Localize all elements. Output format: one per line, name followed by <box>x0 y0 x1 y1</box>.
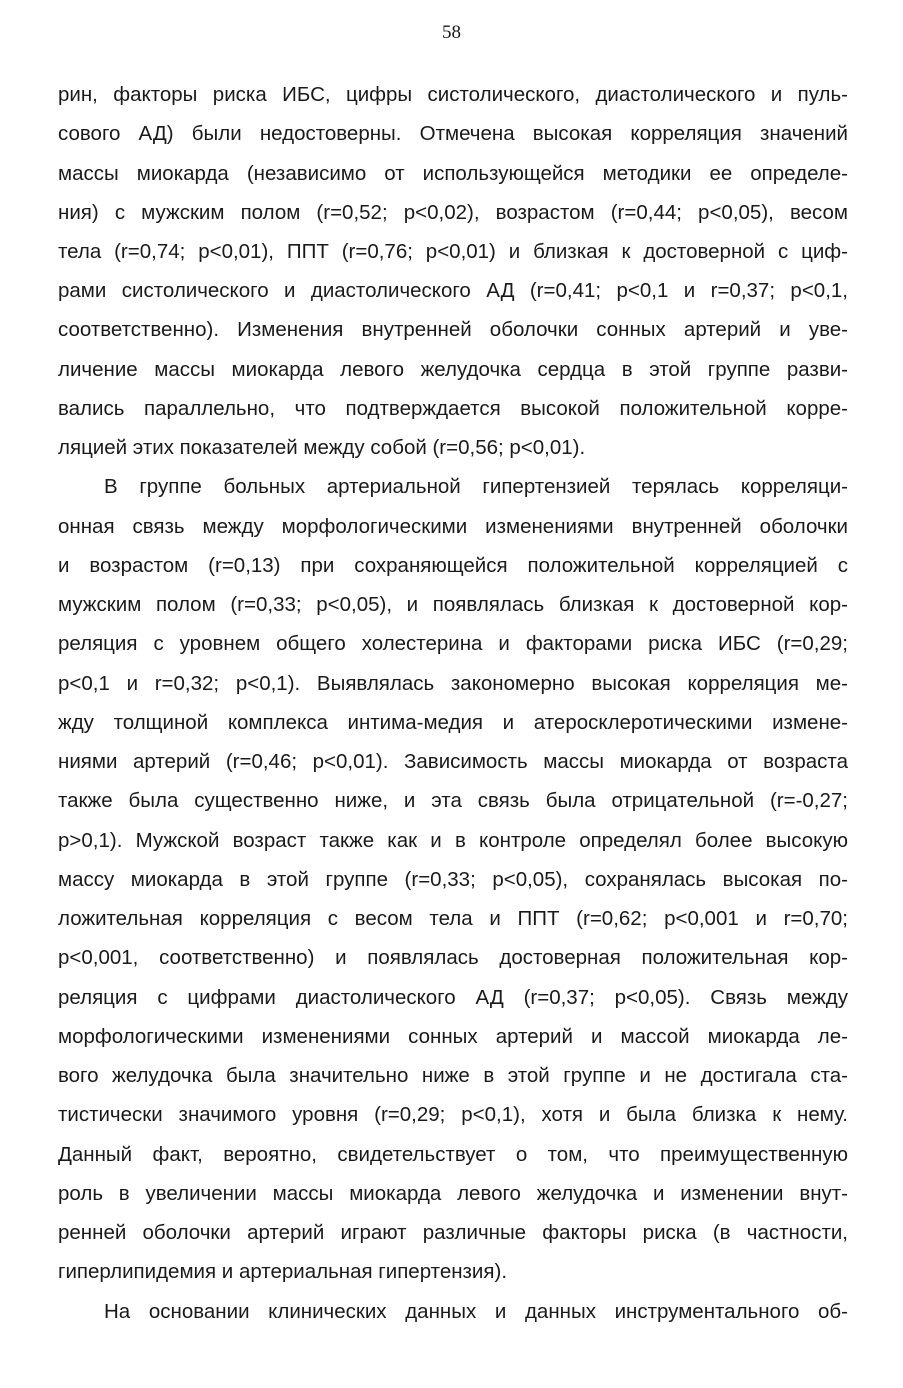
text-line: Данный факт, вероятно, свидетельствует о том, что преимущественную <box>58 1143 848 1166</box>
text-line: реляция с цифрами диастолического АД (r=0,37; p<0,05). Связь между <box>58 986 848 1009</box>
text-line: p<0,001, соответственно) и появлялась достоверная положительная кор- <box>58 946 848 969</box>
text-line: сового АД) были недостоверны. Отмечена высокая корреляция значений <box>58 122 848 145</box>
text-line: рами систолического и диастолического АД (r=0,41; p<0,1 и r=0,37; p<0,1, <box>58 279 848 302</box>
page-number: 58 <box>442 22 461 43</box>
text-line: и возрастом (r=0,13) при сохраняющейся положительной корреляцией с <box>58 554 848 577</box>
text-line: p>0,1). Мужской возраст также как и в контроле определял более высокую <box>58 829 848 852</box>
text-line: ния) с мужским полом (r=0,52; p<0,02), возрастом (r=0,44; p<0,05), весом <box>58 201 848 224</box>
text-line: рин, факторы риска ИБС, цифры систолического, диастолического и пуль- <box>58 83 848 106</box>
text-line: личение массы миокарда левого желудочка сердца в этой группе разви- <box>58 358 848 381</box>
text-line: мужским полом (r=0,33; p<0,05), и появлялась близкая к достоверной кор- <box>58 593 848 616</box>
text-line: онная связь между морфологическими изменениями внутренней оболочки <box>58 515 848 538</box>
text-line: соответственно). Изменения внутренней оболочки сонных артерий и уве- <box>58 318 848 341</box>
text-line: ложительная корреляция с весом тела и ППТ (r=0,62; p<0,001 и r=0,70; <box>58 907 848 930</box>
text-line: морфологическими изменениями сонных артерий и массой миокарда ле- <box>58 1025 848 1048</box>
text-line: ниями артерий (r=0,46; p<0,01). Зависимость массы миокарда от возраста <box>58 750 848 773</box>
text-line: вого желудочка была значительно ниже в этой группе и не достигала ста- <box>58 1064 848 1087</box>
text-line: массы миокарда (независимо от использующейся методики ее определе- <box>58 162 848 185</box>
text-line: тела (r=0,74; p<0,01), ППТ (r=0,76; p<0,01) и близкая к достоверной с циф- <box>58 240 848 263</box>
text-line: ляцией этих показателей между собой (r=0,56; p<0,01). <box>58 436 586 459</box>
text-line: вались параллельно, что подтверждается высокой положительной корре- <box>58 397 848 420</box>
text-line: роль в увеличении массы миокарда левого желудочка и изменении внут- <box>58 1182 848 1205</box>
text-line: p<0,1 и r=0,32; p<0,1). Выявлялась закономерно высокая корреляция ме- <box>58 672 848 695</box>
text-line: ренней оболочки артерий играют различные факторы риска (в частности, <box>58 1221 848 1244</box>
text-line: На основании клинических данных и данных инструментального об- <box>104 1300 848 1323</box>
text-line: гиперлипидемия и артериальная гипертензия). <box>58 1260 508 1283</box>
text-line: также была существенно ниже, и эта связь была отрицательной (r=-0,27; <box>58 789 848 812</box>
text-line: реляция с уровнем общего холестерина и факторами риска ИБС (r=0,29; <box>58 632 848 655</box>
text-line: тистически значимого уровня (r=0,29; p<0,1), хотя и была близка к нему. <box>58 1103 848 1126</box>
text-line: жду толщиной комплекса интима-медия и атеросклеротическими измене- <box>58 711 848 734</box>
text-line: массу миокарда в этой группе (r=0,33; p<0,05), сохранялась высокая по- <box>58 868 848 891</box>
text-line: В группе больных артериальной гипертензией терялась корреляци- <box>104 475 848 498</box>
